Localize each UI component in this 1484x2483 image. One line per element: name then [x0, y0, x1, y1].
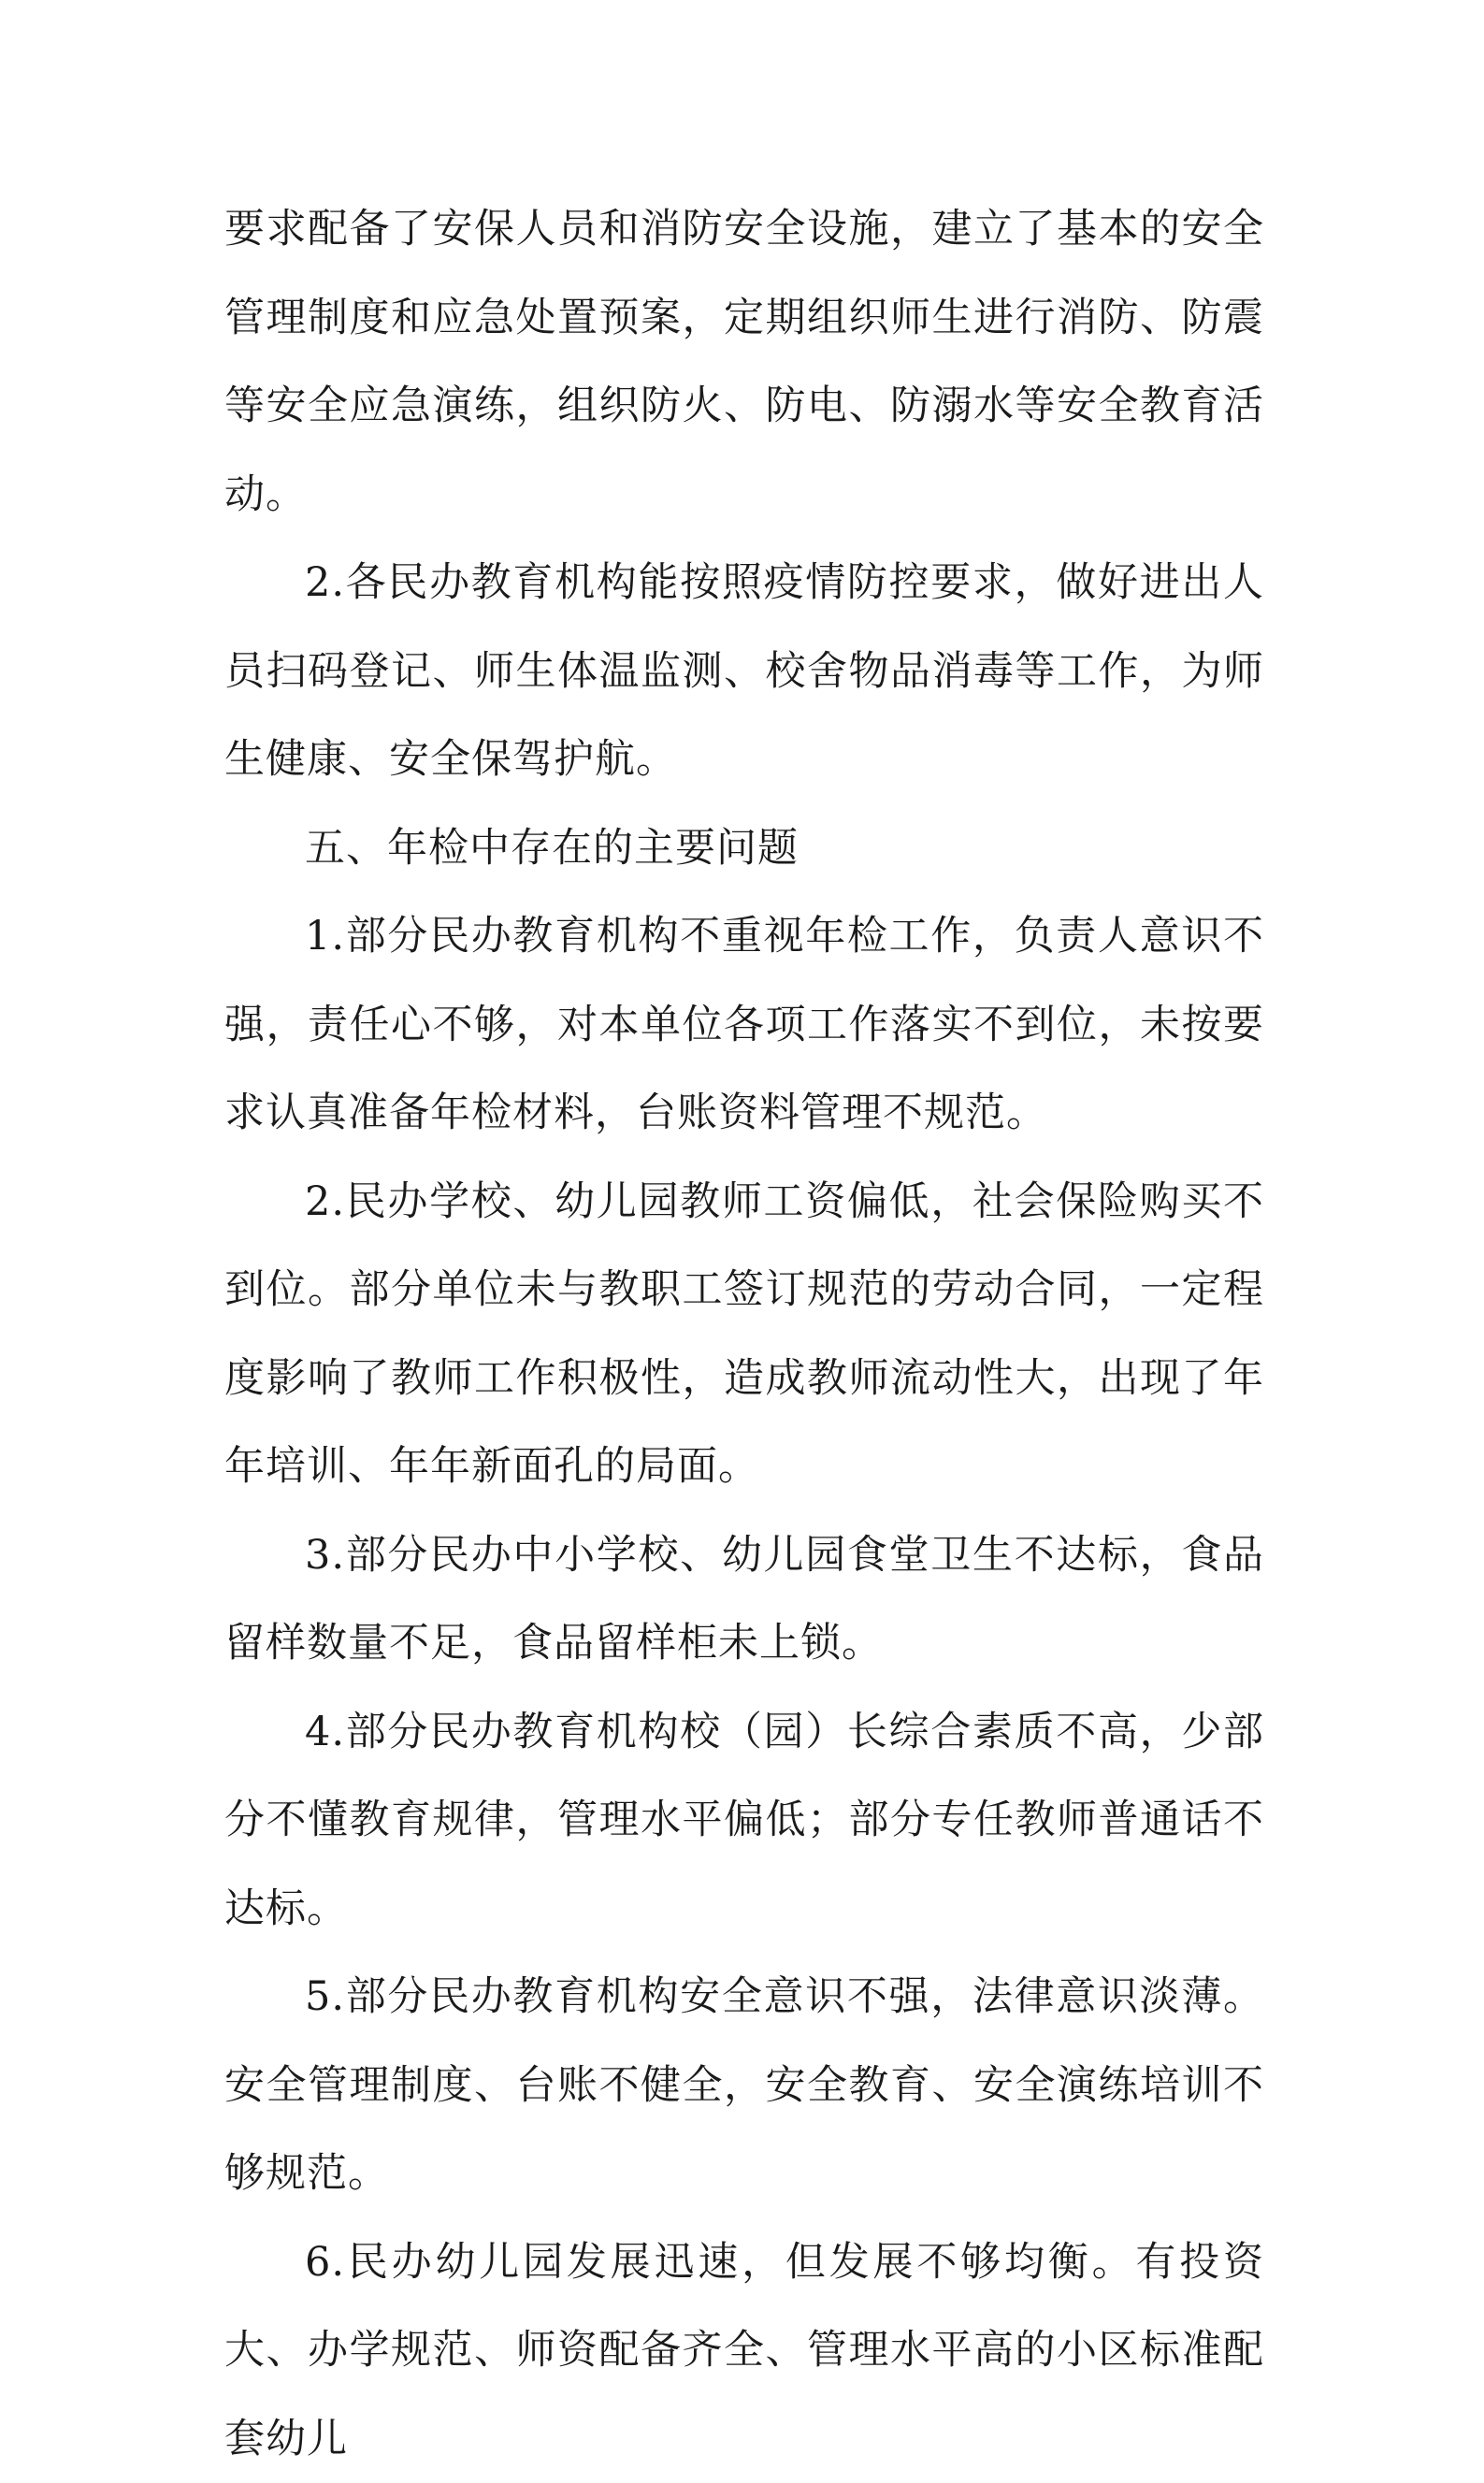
paragraph-problem-5: 5.部分民办教育机构安全意识不强，法律意识淡薄。安全管理制度、台账不健全，安全教育、安全演练培训不够规范。: [224, 1953, 1264, 2218]
paragraph-problem-1: 1.部分民办教育机构不重视年检工作，负责人意识不强，责任心不够，对本单位各项工作落实不到位，未按要求认真准备年检材料，台账资料管理不规范。: [224, 892, 1264, 1158]
paragraph-problem-2: 2.民办学校、幼儿园教师工资偏低，社会保险购买不到位。部分单位未与教职工签订规范的劳动合同，一定程度影响了教师工作积极性，造成教师流动性大，出现了年年培训、年年新面孔的局面。: [224, 1158, 1264, 1511]
paragraph-problem-6: 6.民办幼儿园发展迅速，但发展不够均衡。有投资大、办学规范、师资配备齐全、管理水平高的小区标准配套幼儿: [224, 2218, 1264, 2483]
paragraph-item-2-epidemic: 2.各民办教育机构能按照疫情防控要求，做好进出人员扫码登记、师生体温监测、校舍物品消毒等工作，为师生健康、安全保驾护航。: [224, 539, 1264, 804]
section-heading: 五、年检中存在的主要问题: [224, 804, 1264, 893]
paragraph-continuation: 要求配备了安保人员和消防安全设施，建立了基本的安全管理制度和应急处置预案，定期组织师生进行消防、防震等安全应急演练，组织防火、防电、防溺水等安全教育活动。: [224, 185, 1264, 539]
paragraph-problem-3: 3.部分民办中小学校、幼儿园食堂卫生不达标，食品留样数量不足，食品留样柜未上锁。: [224, 1511, 1264, 1688]
document-body: [224, 185, 1264, 2483]
paragraph-problem-4: 4.部分民办教育机构校（园）长综合素质不高，少部分不懂教育规律，管理水平偏低；部分专任教师普通话不达标。: [224, 1688, 1264, 1954]
